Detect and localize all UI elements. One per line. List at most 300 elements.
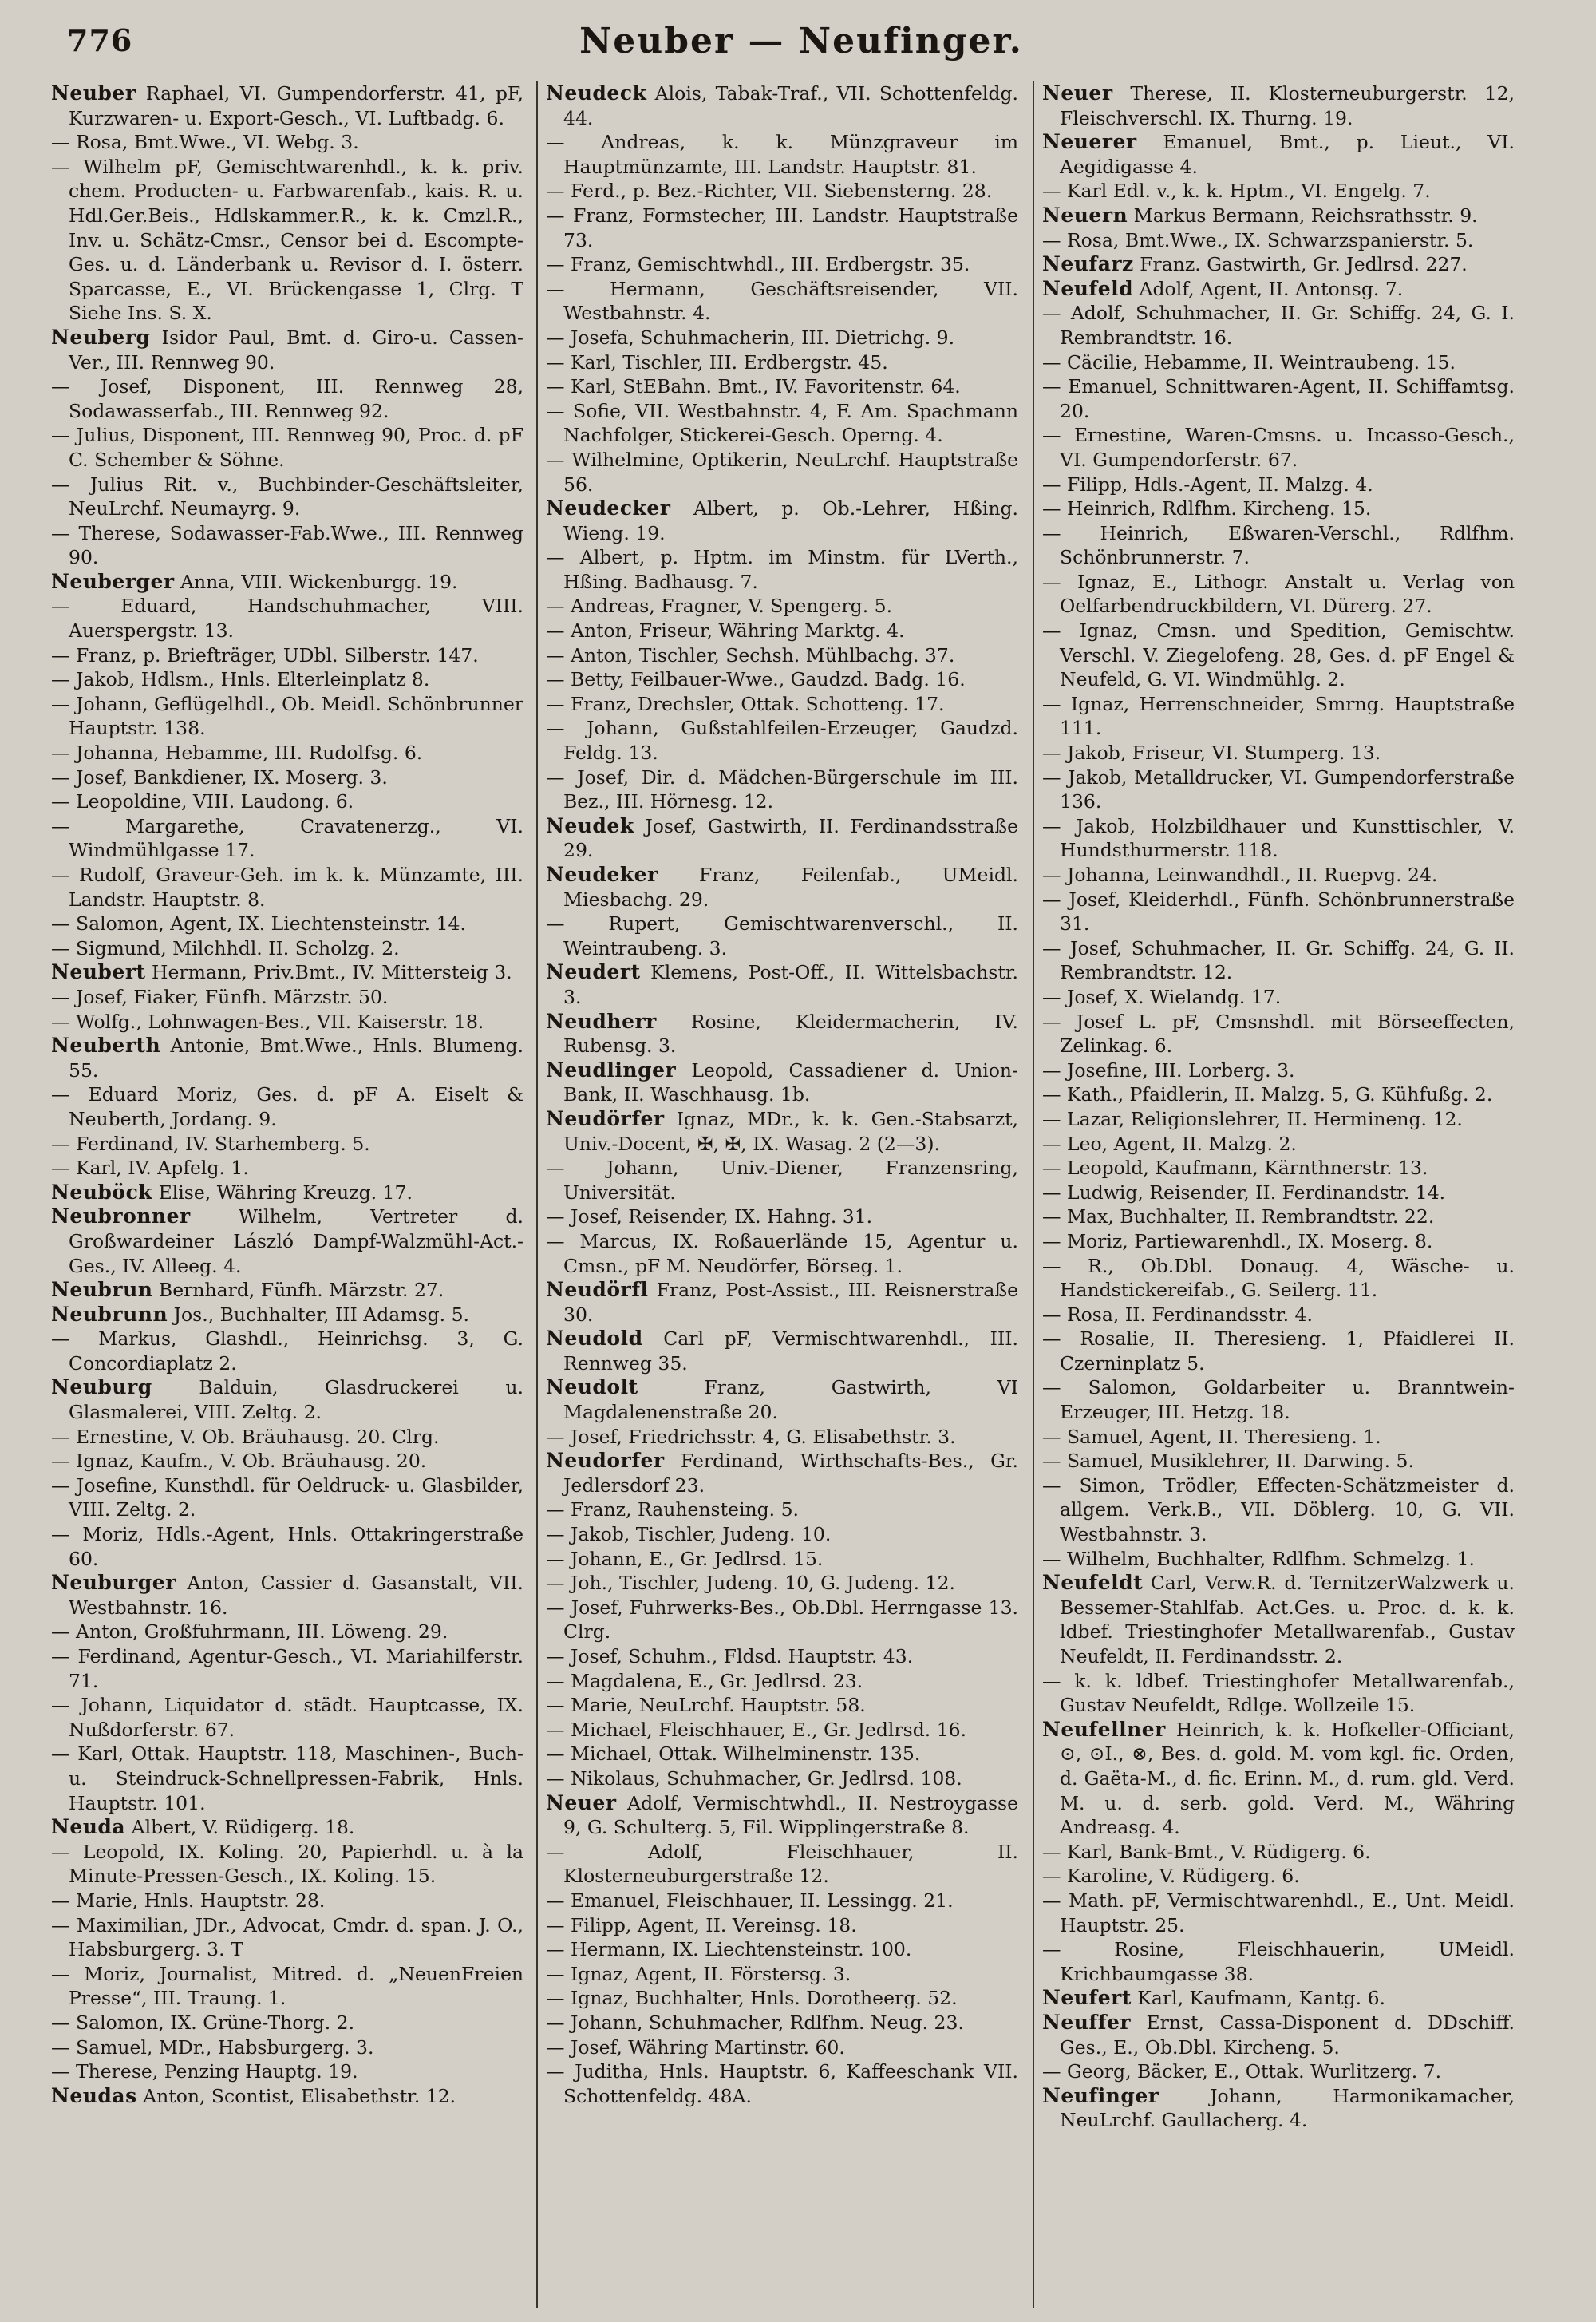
directory-entry xyxy=(1042,741,1515,765)
directory-entry xyxy=(51,1962,523,2011)
entry-surname: Neuffer xyxy=(1042,2010,1132,2034)
entry-text: — Max, Buchhalter, II. Rembrandtstr. 22. xyxy=(1042,1205,1435,1228)
entry-text: — Albert, p. Hptm. im Minstm. für LVerth., Hßing. Badhausg. 7. xyxy=(546,546,1018,593)
entry-text: — Samuel, MDr., Habsburgerg. 3. xyxy=(51,2035,374,2059)
entry-text: — Josef, Fuhrwerks-Bes., Ob.Dbl. Herrngasse 13. Clrg. xyxy=(546,1596,1018,1644)
directory-entry xyxy=(1042,1449,1515,1474)
entry-surname: Neubrunn xyxy=(51,1302,168,1326)
entry-text: — Andreas, Fragner, V. Spengerg. 5. xyxy=(546,595,893,618)
entry-text: — Karl, Tischler, III. Erdbergstr. 45. xyxy=(546,350,888,374)
entry-text: Franz, Gastwirth, VI Magdalenenstraße 20. xyxy=(563,1376,1018,1424)
directory-entry xyxy=(51,1522,523,1571)
directory-entry xyxy=(546,1278,1018,1327)
directory-entry xyxy=(546,130,1018,179)
directory-entry xyxy=(1042,2084,1515,2133)
entry-surname: Neuda xyxy=(51,1815,126,1839)
directory-entry xyxy=(546,1766,1018,1791)
directory-entry xyxy=(546,1058,1018,1107)
entry-text: — Josefa, Schuhmacherin, III. Dietrichg. 9. xyxy=(546,326,955,349)
directory-entry xyxy=(51,1474,523,1522)
entry-text: — Wolfg., Lohnwagen-Bes., VII. Kaiserstr. 18. xyxy=(51,1010,484,1033)
entry-text: — Cäcilie, Hebamme, II. Weintraubeng. 15. xyxy=(1042,350,1456,374)
directory-entry xyxy=(1042,130,1515,179)
entry-surname: Neuberg xyxy=(51,325,151,349)
entry-text: — Salomon, IX. Grüne-Thorg. 2. xyxy=(51,2011,355,2034)
directory-entry xyxy=(546,1205,1018,1229)
directory-entry xyxy=(546,81,1018,130)
entry-text: — Karl, Ottak. Hauptstr. 118, Maschinen-, Buch- u. Steindruck-Schnellpressen-Fabrik, Hnls. Hauptstr. 101. xyxy=(51,1742,523,1814)
entry-text: — Maximilian, JDr., Advocat, Cmdr. d. span. J. O., Habsburgerg. 3. T xyxy=(51,1913,523,1961)
directory-entry xyxy=(546,692,1018,717)
entry-text: — Leo, Agent, II. Malzg. 2. xyxy=(1042,1132,1297,1155)
directory-entry xyxy=(1042,277,1515,302)
directory-entry xyxy=(1042,473,1515,497)
entry-text: Carl, Verw.R. d. TernitzerWalzwerk u. Bessemer-Stahlfab. Act.Ges. u. Proc. d. k. k. ldbef. Triestinghofer Metallwarenfab., Gustav Neufeldt, II. Ferdinandsstr. 2. xyxy=(1060,1572,1515,1667)
entry-text: — Anton, Friseur, Währing Marktg. 4. xyxy=(546,619,905,643)
entry-text: — Marie, NeuLrchf. Hauptstr. 58. xyxy=(546,1694,866,1717)
entry-surname: Neuburg xyxy=(51,1375,152,1399)
entry-text: — Hermann, Geschäftsreisender, VII. Westbahnstr. 4. xyxy=(546,277,1018,325)
directory-entry xyxy=(546,1889,1018,1913)
running-head: Neuber — Neufinger. xyxy=(579,21,1023,61)
entry-text: — Filipp, Agent, II. Vereinsg. 18. xyxy=(546,1913,857,1936)
entry-text: — Ernestine, Waren-Cmsns. u. Incasso-Gesch., VI. Gumpendorferstr. 67. xyxy=(1042,424,1515,471)
entry-text: — Ernestine, V. Ob. Bräuhausg. 20. Clrg. xyxy=(51,1425,440,1448)
entry-text: — Heinrich, Eßwaren-Verschl., Rdlfhm. Schönbrunnerstr. 7. xyxy=(1042,521,1515,569)
directory-entry xyxy=(51,1620,523,1644)
entry-surname: Neufeld xyxy=(1042,276,1134,300)
entry-text: — Karl Edl. v., k. k. Hptm., VI. Engelg. 7. xyxy=(1042,180,1431,203)
directory-entry xyxy=(1042,204,1515,228)
directory-entry xyxy=(546,1010,1018,1058)
directory-entry xyxy=(546,1986,1018,2011)
directory-entry xyxy=(1042,2011,1515,2059)
entry-text: — Marie, Hnls. Hauptstr. 28. xyxy=(51,1889,326,1912)
entry-text: — Ignaz, Agent, II. Förstersg. 3. xyxy=(546,1962,851,1985)
directory-entry xyxy=(51,374,523,423)
directory-entry xyxy=(1042,1937,1515,1986)
entry-text: Elise, Währing Kreuzg. 17. xyxy=(152,1181,413,1204)
entry-text: — Therese, Sodawasser-Fab.Wwe., III. Rennweg 90. xyxy=(51,521,523,569)
entry-text: — Ludwig, Reisender, II. Ferdinandstr. 14. xyxy=(1042,1181,1446,1204)
entry-text: — Betty, Feilbauer-Wwe., Gaudzd. Badg. 16. xyxy=(546,668,966,691)
directory-entry xyxy=(1042,863,1515,888)
directory-entry xyxy=(1042,1156,1515,1181)
entry-text: Ferdinand, Wirthschafts-Bes., Gr. Jedlersdorf 23. xyxy=(563,1450,1018,1497)
directory-entry xyxy=(546,399,1018,448)
entry-text: — Marcus, IX. Roßauerlände 15, Agentur u. Cmsn., pF M. Neudörfer, Börseg. 1. xyxy=(546,1229,1018,1277)
directory-entry xyxy=(1042,619,1515,692)
entry-text: — Ferdinand, Agentur-Gesch., VI. Mariahilferstr. 71. xyxy=(51,1645,523,1692)
directory-entry xyxy=(1042,228,1515,253)
entry-text: — R., Ob.Dbl. Donaug. 4, Wäsche- u. Handstickereifab., G. Seilerg. 11. xyxy=(1042,1254,1515,1302)
entry-surname: Neudorfer xyxy=(546,1449,665,1473)
directory-entry xyxy=(51,692,523,741)
entry-text: Therese, II. Klosterneuburgerstr. 12, Fleischverschl. IX. Thurng. 19. xyxy=(1060,82,1515,129)
entry-text: Raphael, VI. Gumpendorferstr. 41, pF, Kurzwaren- u. Export-Gesch., VI. Luftbadg. 6. xyxy=(69,82,523,129)
entry-text: — Rupert, Gemischtwarenverschl., II. Weintraubeng. 3. xyxy=(546,912,1018,959)
entry-text: — Rosalie, II. Theresieng. 1, Pfaidlerei II. Czerninplatz 5. xyxy=(1042,1327,1515,1375)
entry-surname: Neudörfl xyxy=(546,1278,649,1302)
entry-text: Markus Bermann, Reichsrathsstr. 9. xyxy=(1128,204,1478,227)
entry-text: Klemens, Post-Off., II. Wittelsbachstr. 3. xyxy=(563,961,1018,1008)
directory-entry xyxy=(1042,692,1515,741)
directory-entry xyxy=(1042,985,1515,1010)
directory-entry xyxy=(546,1840,1018,1889)
directory-entry xyxy=(546,1327,1018,1375)
entry-surname: Neudold xyxy=(546,1327,643,1351)
entry-text: — Ignaz, E., Lithogr. Anstalt u. Verlag von Oelfarbendruckbildern, VI. Dürerg. 27. xyxy=(1042,570,1515,618)
directory-entry xyxy=(51,2035,523,2060)
entry-text: — Eduard, Handschuhmacher, VIII. Auerspergstr. 13. xyxy=(51,595,523,643)
directory-entry xyxy=(546,1425,1018,1450)
entry-text: — Karl, IV. Apfelg. 1. xyxy=(51,1157,249,1180)
entry-text: — Ignaz, Kaufm., V. Ob. Bräuhausg. 20. xyxy=(51,1450,427,1473)
directory-entry xyxy=(1042,350,1515,375)
entry-surname: Neuberth xyxy=(51,1034,161,1058)
directory-entry xyxy=(546,496,1018,545)
entry-surname: Neudörfer xyxy=(546,1106,665,1130)
directory-entry xyxy=(51,81,523,130)
entry-surname: Neuberger xyxy=(51,569,175,593)
directory-entry xyxy=(51,473,523,521)
entry-text: — Wilhelm, Buchhalter, Rdlfhm. Schmelzg. 1. xyxy=(1042,1547,1476,1570)
directory-entry xyxy=(1042,496,1515,521)
directory-entry xyxy=(51,1327,523,1375)
entry-surname: Neufellner xyxy=(1042,1717,1166,1741)
directory-entry xyxy=(51,985,523,1010)
entry-surname: Neubrun xyxy=(51,1278,153,1302)
entry-text: — Joh., Tischler, Judeng. 10, G. Judeng. 12. xyxy=(546,1572,955,1595)
entry-text: — Johann, Univ.-Diener, Franzensring, Universität. xyxy=(546,1157,1018,1204)
directory-entry xyxy=(1042,179,1515,204)
directory-entry xyxy=(1042,888,1515,936)
directory-entry xyxy=(51,1889,523,1913)
directory-entry xyxy=(546,912,1018,960)
entry-text: Jos., Buchhalter, III Adamsg. 5. xyxy=(168,1303,470,1326)
page-header xyxy=(67,18,1535,65)
entry-text: — Adolf, Fleischhauer, II. Klosterneuburgerstraße 12. xyxy=(546,1840,1018,1888)
entry-surname: Neudlinger xyxy=(546,1058,677,1082)
directory-entry xyxy=(546,448,1018,496)
entry-text: Hermann, Priv.Bmt., IV. Mittersteig 3. xyxy=(145,961,512,984)
entry-text: Johann, Harmonikamacher, NeuLrchf. Gaullacherg. 4. xyxy=(1060,2084,1515,2132)
entry-text: — Therese, Penzing Hauptg. 19. xyxy=(51,2060,358,2083)
entry-text: — Jakob, Metalldrucker, VI. Gumpendorferstraße 136. xyxy=(1042,765,1515,813)
entry-text: — Michael, Ottak. Wilhelminenstr. 135. xyxy=(546,1742,921,1766)
directory-entry xyxy=(546,1913,1018,1938)
directory-entry xyxy=(546,2011,1018,2035)
entry-text: Albert, V. Rüdigerg. 18. xyxy=(125,1816,355,1839)
directory-entry xyxy=(51,1449,523,1474)
entry-text: — Julius Rit. v., Buchbinder-Geschäftsleiter, NeuLrchf. Neumayrg. 9. xyxy=(51,473,523,520)
directory-entry xyxy=(51,155,523,326)
directory-entry xyxy=(546,350,1018,375)
entry-text: Franz, Feilenfab., UMeidl. Miesbachg. 29. xyxy=(563,864,1018,911)
entry-text: — Jakob, Hdlsm., Hnls. Elterleinplatz 8. xyxy=(51,668,430,691)
entry-text: — Johann, Geflügelhdl., Ob. Meidl. Schönbrunner Hauptstr. 138. xyxy=(51,692,523,740)
entry-text: — Emanuel, Schnittwaren-Agent, II. Schiffamtsg. 20. xyxy=(1042,375,1515,422)
directory-entry xyxy=(1042,1303,1515,1327)
directory-entry xyxy=(51,423,523,472)
directory-entry xyxy=(51,1742,523,1815)
entry-text: — Margarethe, Cravatenerzg., VI. Windmühlgasse 17. xyxy=(51,814,523,862)
entry-text: Anton, Scontist, Elisabethstr. 12. xyxy=(136,2084,456,2107)
directory-entry xyxy=(1042,1986,1515,2011)
directory-entry xyxy=(1042,1327,1515,1375)
entry-text: — Heinrich, Rdlfhm. Kircheng. 15. xyxy=(1042,497,1372,520)
entry-text: — Josef, Währing Martinstr. 60. xyxy=(546,2035,845,2059)
column-1 xyxy=(51,81,523,2308)
entry-text: — Rudolf, Graveur-Geh. im k. k. Münzamte, III. Landstr. Hauptstr. 8. xyxy=(51,864,523,911)
directory-entry xyxy=(1042,423,1515,472)
directory-entry xyxy=(51,570,523,595)
directory-entry xyxy=(51,667,523,692)
directory-entry xyxy=(51,2059,523,2084)
entry-surname: Neuerer xyxy=(1042,130,1137,154)
directory-entry xyxy=(546,326,1018,350)
entry-text: — Salomon, Agent, IX. Liechtensteinstr. 14. xyxy=(51,912,466,936)
entry-text: — Andreas, k. k. Münzgraveur im Hauptmünzamte, III. Landstr. Hauptstr. 81. xyxy=(546,131,1018,178)
entry-text: — Samuel, Musiklehrer, II. Darwing. 5. xyxy=(1042,1450,1414,1473)
entry-text: — Johanna, Leinwandhdl., II. Ruepvg. 24. xyxy=(1042,864,1438,886)
column-divider xyxy=(1033,81,1034,2308)
directory-entry xyxy=(51,1034,523,1082)
entry-text: Anton, Cassier d. Gasanstalt, VII. Westbahnstr. 16. xyxy=(69,1572,523,1619)
directory-entry xyxy=(546,1791,1018,1840)
directory-entry xyxy=(1042,570,1515,619)
entry-surname: Neuböck xyxy=(51,1180,153,1204)
entry-text: — Simon, Trödler, Effecten-Schätzmeister d. allgem. Verk.B., VII. Döblerg. 10, G. VII. Westbahnstr. 3. xyxy=(1042,1474,1515,1546)
entry-surname: Neudherr xyxy=(546,1009,657,1033)
entry-text: — Emanuel, Fleischhauer, II. Lessingg. 21. xyxy=(546,1889,954,1912)
entry-text: — Anton, Tischler, Sechsh. Mühlbachg. 37. xyxy=(546,643,955,667)
entry-text: — Ignaz, Cmsn. und Spedition, Gemischtw. Verschl. V. Ziegelofeng. 28, Ges. d. pF Engel & Neufeld, G. VI. Windmühlg. 2. xyxy=(1042,619,1515,691)
directory-entry xyxy=(51,1156,523,1181)
entry-text: — Math. pF, Vermischtwarenhdl., E., Unt. Meidl. Hauptstr. 25. xyxy=(1042,1889,1515,1936)
entry-surname: Neudek xyxy=(546,813,634,837)
entry-text: — Josef, Schuhmacher, II. Gr. Schiffg. 24, G. II. Rembrandtstr. 12. xyxy=(1042,936,1515,984)
directory-entry xyxy=(546,1449,1018,1497)
directory-entry xyxy=(546,277,1018,326)
entry-text: — Ferdinand, IV. Starhemberg. 5. xyxy=(51,1132,370,1155)
entry-text: — Salomon, Goldarbeiter u. Branntwein-Erzeuger, III. Hetzg. 18. xyxy=(1042,1376,1515,1424)
directory-entry xyxy=(1042,1254,1515,1303)
directory-entry xyxy=(1042,252,1515,277)
entry-text: — Sofie, VII. Westbahnstr. 4, F. Am. Spachmann Nachfolger, Stickerei-Gesch. Operng. 4. xyxy=(546,399,1018,447)
entry-text: — Rosa, II. Ferdinandsstr. 4. xyxy=(1042,1303,1313,1326)
entry-text: Isidor Paul, Bmt. d. Giro-u. Cassen-Ver., III. Rennweg 90. xyxy=(69,326,523,374)
entry-surname: Neudeker xyxy=(546,863,658,886)
directory-entry xyxy=(546,1596,1018,1644)
directory-entry xyxy=(1042,1425,1515,1450)
directory-entry xyxy=(546,179,1018,204)
entry-text: Franz. Gastwirth, Gr. Jedlrsd. 227. xyxy=(1133,253,1468,276)
entry-text: Wilhelm, Vertreter d. Großwardeiner László Dampf-Walzmühl-Act.-Ges., IV. Alleeg. 4. xyxy=(69,1205,523,1277)
entry-text: — Josef L. pF, Cmsnshdl. mit Börseeffecten, Zelinkag. 6. xyxy=(1042,1010,1515,1058)
entry-text: — Johann, Gußstahlfeilen-Erzeuger, Gaudzd. Feldg. 13. xyxy=(546,717,1018,765)
entry-text: Ernst, Cassa-Disponent d. DDschiff. Ges., E., Ob.Dbl. Kircheng. 5. xyxy=(1060,2011,1515,2059)
entry-text: Adolf, Vermischtwhdl., II. Nestroygasse 9, G. Schulterg. 5, Fil. Wipplingerstraße 8. xyxy=(563,1791,1018,1839)
entry-text: — Johann, Liquidator d. städt. Hauptcasse, IX. Nußdorferstr. 67. xyxy=(51,1694,523,1741)
directory-entry xyxy=(51,521,523,570)
entry-text: — Juditha, Hnls. Hauptstr. 6, Kaffeeschank VII. Schottenfeldg. 48A. xyxy=(546,2060,1018,2107)
entry-text: Carl pF, Vermischtwarenhdl., III. Rennweg 35. xyxy=(563,1327,1018,1375)
entry-text: — Jakob, Holzbildhauer und Kunsttischler, V. Hundsthurmerstr. 118. xyxy=(1042,814,1515,862)
entry-text: — Johanna, Hebamme, III. Rudolfsg. 6. xyxy=(51,742,423,765)
entry-text: — Julius, Disponent, III. Rennweg 90, Proc. d. pF C. Schember & Söhne. xyxy=(51,424,523,471)
directory-entry xyxy=(1042,1669,1515,1718)
entry-text: — Josef, Reisender, IX. Hahng. 31. xyxy=(546,1205,873,1228)
directory-entry xyxy=(1042,81,1515,130)
directory-entry xyxy=(51,912,523,936)
directory-entry xyxy=(546,716,1018,765)
entry-text: — Ferd., p. Bez.-Richter, VII. Siebensterng. 28. xyxy=(546,180,993,203)
entry-text: — k. k. ldbef. Triestinghofer Metallwarenfab., Gustav Neufeldt, Rdlge. Wollzeile 15. xyxy=(1042,1669,1515,1717)
entry-text: Franz, Post-Assist., III. Reisnerstraße 30. xyxy=(563,1279,1018,1326)
directory-entry xyxy=(546,1693,1018,1718)
entry-text: — Josef, Dir. d. Mädchen-Bürgerschule im III. Bez., III. Hörnesg. 12. xyxy=(546,765,1018,813)
directory-entry xyxy=(51,741,523,765)
entry-text: — Josef, Friedrichsstr. 4, G. Elisabethstr. 3. xyxy=(546,1425,956,1448)
entry-text: — Franz, p. Briefträger, UDbl. Silberstr. 147. xyxy=(51,643,479,667)
directory-entry xyxy=(51,1375,523,1424)
directory-entry xyxy=(51,1132,523,1157)
entry-text: — Josef, Fiaker, Fünfh. Märzstr. 50. xyxy=(51,985,389,1008)
entry-text: — Josef, Bankdiener, IX. Moserg. 3. xyxy=(51,765,388,789)
directory-entry xyxy=(546,545,1018,594)
entry-text: — Samuel, Agent, II. Theresieng. 1. xyxy=(1042,1425,1381,1448)
page-number: 776 xyxy=(67,22,133,58)
entry-text: Balduin, Glasdruckerei u. Glasmalerei, VIII. Zeltg. 2. xyxy=(69,1376,523,1424)
entry-text: Anna, VIII. Wickenburgg. 19. xyxy=(174,570,458,593)
directory-entry xyxy=(51,130,523,155)
directory-entry xyxy=(51,1303,523,1327)
directory-entry xyxy=(51,2084,523,2109)
directory-entry xyxy=(51,1278,523,1303)
entry-text: — Johann, Schuhmacher, Rdlfhm. Neug. 23. xyxy=(546,2011,964,2034)
directory-entry xyxy=(51,2011,523,2035)
directory-entry xyxy=(546,765,1018,814)
directory-entry xyxy=(51,326,523,374)
directory-entry xyxy=(51,1010,523,1034)
directory-entry xyxy=(1042,1718,1515,1840)
directory-entry xyxy=(546,619,1018,643)
entry-text: — Eduard Moriz, Ges. d. pF A. Eiselt & Neuberth, Jordang. 9. xyxy=(51,1083,523,1130)
entry-text: — Rosa, Bmt.Wwe., VI. Webg. 3. xyxy=(51,131,359,154)
entry-text: — Lazar, Religionslehrer, II. Hermineng. 12. xyxy=(1042,1107,1463,1130)
entry-surname: Neufinger xyxy=(1042,2083,1159,2107)
entry-surname: Neudert xyxy=(546,960,641,984)
entry-surname: Neudeck xyxy=(546,81,647,105)
entry-text: Albert, p. Ob.-Lehrer, Hßing. Wieng. 19. xyxy=(563,497,1018,544)
entry-surname: Neudolt xyxy=(546,1375,638,1399)
directory-entry xyxy=(546,374,1018,399)
entry-text: — Karl, StEBahn. Bmt., IV. Favoritenstr. 64. xyxy=(546,375,961,398)
entry-text: — Leopold, Kaufmann, Kärnthnerstr. 13. xyxy=(1042,1157,1428,1180)
directory-entry xyxy=(1042,521,1515,570)
directory-entry xyxy=(546,667,1018,692)
entry-surname: Neuber xyxy=(51,81,136,105)
entry-surname: Neuer xyxy=(1042,81,1113,105)
entry-text: — Adolf, Schuhmacher, II. Gr. Schiffg. 24, G. I. Rembrandtstr. 16. xyxy=(1042,302,1515,349)
directory-entry xyxy=(51,1815,523,1840)
entry-text: — Franz, Formstecher, III. Landstr. Hauptstraße 73. xyxy=(546,204,1018,251)
directory-entry xyxy=(1042,1205,1515,1229)
entry-text: — Rosa, Bmt.Wwe., IX. Schwarzspanierstr. 5. xyxy=(1042,228,1474,251)
entry-text: — Franz, Drechsler, Ottak. Schotteng. 17. xyxy=(546,692,945,715)
entry-text: Alois, Tabak-Traf., VII. Schottenfeldg. 44. xyxy=(563,82,1018,129)
directory-entry xyxy=(546,1742,1018,1766)
directory-entry xyxy=(51,643,523,668)
directory-entry xyxy=(1042,1010,1515,1058)
entry-text: Adolf, Agent, II. Antonsg. 7. xyxy=(1133,277,1404,300)
directory-entry xyxy=(51,1693,523,1742)
entry-text: — Georg, Bäcker, E., Ottak. Wurlitzerg. 7. xyxy=(1042,2060,1442,2083)
directory-entry xyxy=(546,1718,1018,1742)
entry-text: — Josef, Schuhm., Fldsd. Hauptstr. 43. xyxy=(546,1645,914,1667)
entry-text: Leopold, Cassadiener d. Union-Bank, II. Waschhausg. 1b. xyxy=(563,1058,1018,1106)
directory-entry xyxy=(546,204,1018,252)
entry-text: — Moriz, Journalist, Mitred. d. „NeuenFreien Presse“, III. Traung. 1. xyxy=(51,1962,523,2010)
directory-entry xyxy=(1042,1864,1515,1889)
entry-text: — Wilhelmine, Optikerin, NeuLrchf. Hauptstraße 56. xyxy=(546,448,1018,496)
directory-entry xyxy=(1042,814,1515,863)
entry-text: — Moriz, Hdls.-Agent, Hnls. Ottakringerstraße 60. xyxy=(51,1523,523,1570)
entry-surname: Neufert xyxy=(1042,1986,1132,2010)
entry-text: — Kath., Pfaidlerin, II. Malzg. 5, G. Kühfußg. 2. xyxy=(1042,1083,1493,1106)
directory-entry xyxy=(1042,1375,1515,1424)
entry-surname: Neuer xyxy=(546,1790,617,1814)
entry-text: — Karoline, V. Rüdigerg. 6. xyxy=(1042,1865,1300,1888)
entry-text: Emanuel, Bmt., p. Lieut., VI. Aegidigasse 4. xyxy=(1060,131,1515,178)
entry-text: Bernhard, Fünfh. Märzstr. 27. xyxy=(152,1279,444,1302)
entry-text: — Anton, Großfuhrmann, III. Löweng. 29. xyxy=(51,1620,448,1644)
entry-text: — Michael, Fleischhauer, E., Gr. Jedlrsd. 16. xyxy=(546,1718,967,1741)
directory-entry xyxy=(1042,1058,1515,1083)
directory-entry xyxy=(546,960,1018,1009)
directory-entry xyxy=(51,1840,523,1889)
entry-text: — Josef, Kleiderhdl., Fünfh. Schönbrunnerstraße 31. xyxy=(1042,888,1515,936)
entry-text: — Nikolaus, Schuhmacher, Gr. Jedlrsd. 108. xyxy=(546,1766,962,1790)
directory-entry xyxy=(546,252,1018,277)
directory-entry xyxy=(1042,1107,1515,1132)
directory-entry xyxy=(51,1082,523,1131)
entry-text: Ignaz, MDr., k. k. Gen.-Stabsarzt, Univ.-Docent, ✠, ✠, IX. Wasag. 2 (2—3). xyxy=(563,1107,1018,1155)
directory-entry xyxy=(51,863,523,912)
directory-entry xyxy=(546,1375,1018,1424)
entry-text: — Leopold, IX. Koling. 20, Papierhdl. u. à la Minute-Pressen-Gesch., IX. Koling. 15. xyxy=(51,1840,523,1888)
directory-entry xyxy=(546,2059,1018,2108)
directory-entry xyxy=(546,1522,1018,1547)
entry-surname: Neubert xyxy=(51,960,146,984)
entry-surname: Neuern xyxy=(1042,203,1128,227)
entry-text: — Jakob, Friseur, VI. Stumperg. 13. xyxy=(1042,742,1381,765)
directory-entry xyxy=(51,814,523,863)
entry-text: — Rosine, Fleischhauerin, UMeidl. Krichbaumgasse 38. xyxy=(1042,1938,1515,1985)
directory-entry xyxy=(51,936,523,961)
directory-entry xyxy=(51,1644,523,1693)
directory-entry xyxy=(51,1571,523,1620)
entry-surname: Neubronner xyxy=(51,1205,191,1228)
directory-entry xyxy=(546,1669,1018,1694)
directory-entry xyxy=(546,1229,1018,1278)
directory-entry xyxy=(546,863,1018,912)
directory-entry xyxy=(51,1205,523,1278)
entry-surname: Neufarz xyxy=(1042,252,1134,276)
entry-text: — Sigmund, Milchhdl. II. Scholzg. 2. xyxy=(51,936,400,959)
directory-entry xyxy=(51,594,523,643)
